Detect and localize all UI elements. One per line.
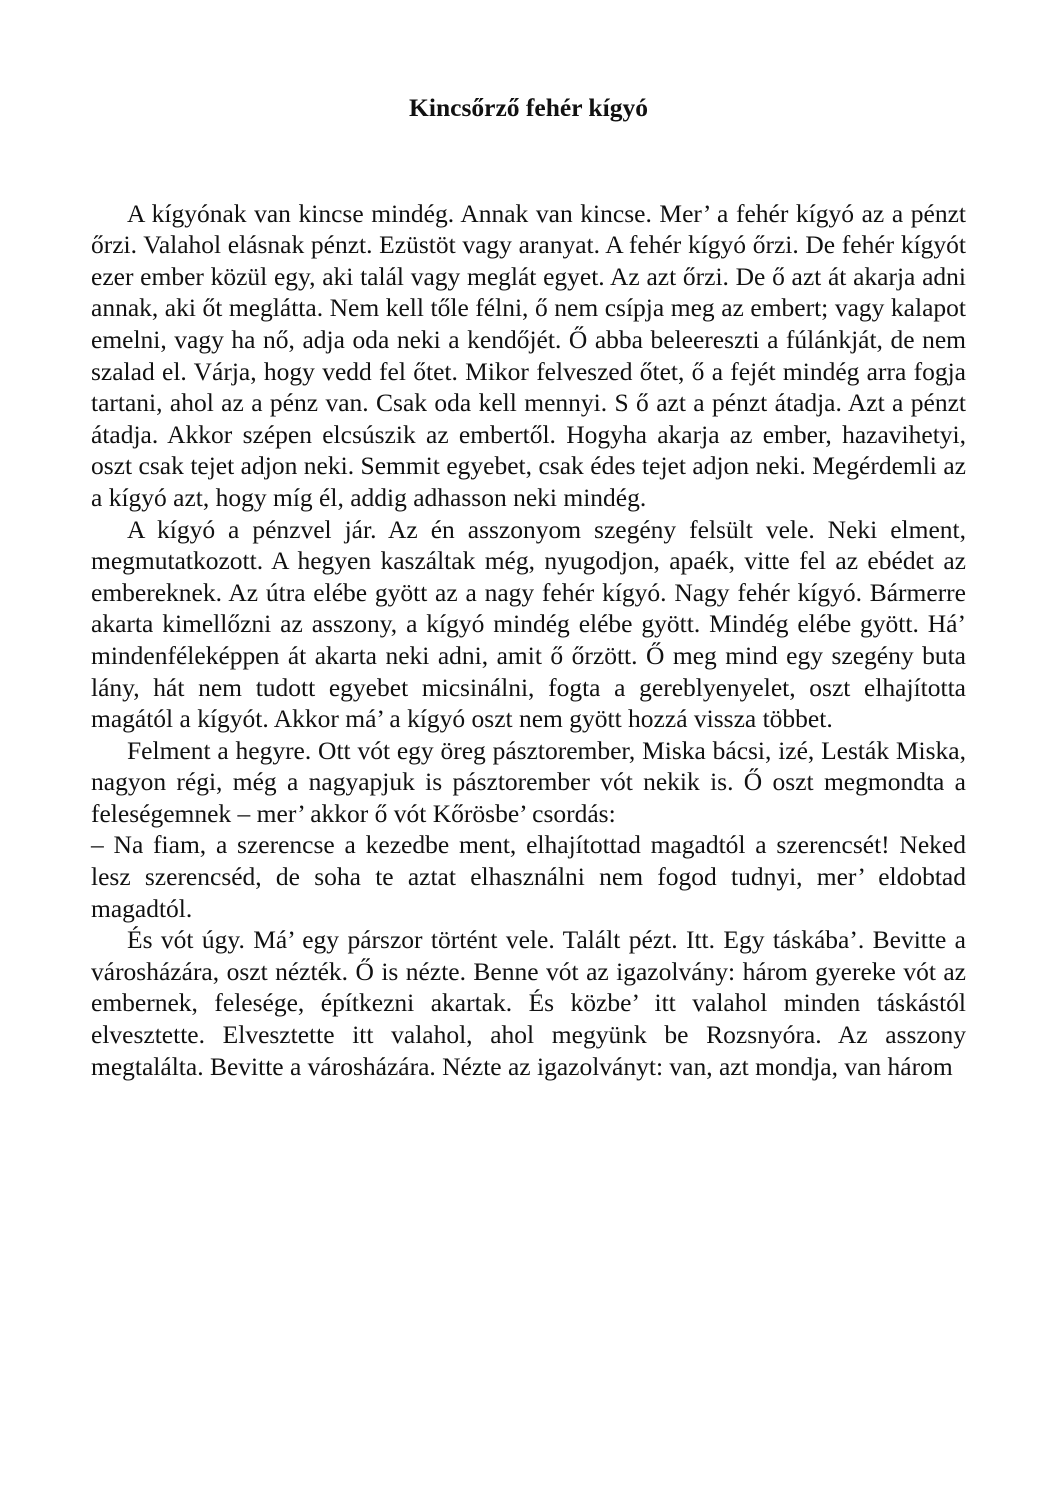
page-title: Kincsőrző fehér kígyó	[409, 93, 648, 122]
paragraph-1: A kígyónak van kincse mindég. Annak van kincse. Mer’ a fehér kígyó az a pénzt őrzi. Valahol elásnak pénzt. Ezüstöt vagy aranyat. A fehér kígyó őrzi. De fehér kígyót ezer ember közül egy, aki talál vagy meglát egyet. Az azt őrzi. De ő azt át akarja adni annak, aki őt meglátta. Nem kell tőle félni, ő nem csípja meg az embert; vagy kalapot emelni, vagy ha nő, adja oda neki a kendőjét. Ő abba beleereszti a fúlánkját, de nem szalad el. Várja, hogy vedd fel őtet. Mikor felveszed őtet, ő a fejét mindég arra fogja tartani, ahol az a pénz van. Csak oda kell mennyi. S ő azt a pénzt átadja. Azt a pénzt átadja. Akkor szépen elcsúszik az embertől. Hogyha akarja az ember, hazavihetyi, oszt csak tejet adjon neki. Semmit egyebet, csak édes tejet adjon neki. Megérdemli az a kígyó azt, hogy míg él, addig adhasson neki mindég.	[91, 198, 966, 512]
document-page	[91, 92, 966, 1082]
paragraph-3: Felment a hegyre. Ott vót egy öreg pásztorember, Miska bácsi, izé, Lesták Miska, nagyon régi, még a nagyapjuk is pásztorember vót nekik is. Ő oszt megmondta a feleségemnek – mer’ akkor ő vót Kőrösbe’ csordás:	[91, 735, 966, 828]
dialogue-paragraph: – Na fiam, a szerencse a kezedbe ment, elhajítottad magadtól a szerencsét! Neked lesz szerencséd, de soha te aztat elhasználni nem fogod tudnyi, mer’ eldobtad magadtól.	[91, 830, 966, 923]
paragraph-2: A kígyó a pénzvel jár. Az én asszonyom szegény felsült vele. Neki elment, megmutatkozott. A hegyen kaszáltak még, nyugodjon, apaék, vitte fel az ebédet az embereknek. Az útra elébe gyött az a nagy fehér kígyó. Nagy fehér kígyó. Bármerre akarta kimellőzni az asszony, a kígyó mindég elébe gyött. Mindég elébe gyött. Há’ mindenféleképpen át akarta neki adni, amit ő őrzött. Ő meg mind egy szegény buta lány, hát nem tudott egyebet micsinálni, fogta a gereblyenyelet, oszt elhajította magától a kígyót. Akkor má’ a kígyó oszt nem gyött hozzá vissza többet.	[91, 514, 966, 734]
paragraph-5: És vót úgy. Má’ egy párszor történt vele. Talált pézt. Itt. Egy táskába’. Bevitte a városházára, oszt nézték. Ő is nézte. Benne vót az igazolvány: három gyereke vót az embernek, felesége, építkezni akartak. És közbe’ itt valahol minden táskástól elvesztette. Elvesztette itt valahol, ahol megyünk be Rozsnyóra. Az asszony megtalálta. Bevitte a városházára. Nézte az igazolványt: van, azt mondja, van három	[91, 925, 966, 1081]
